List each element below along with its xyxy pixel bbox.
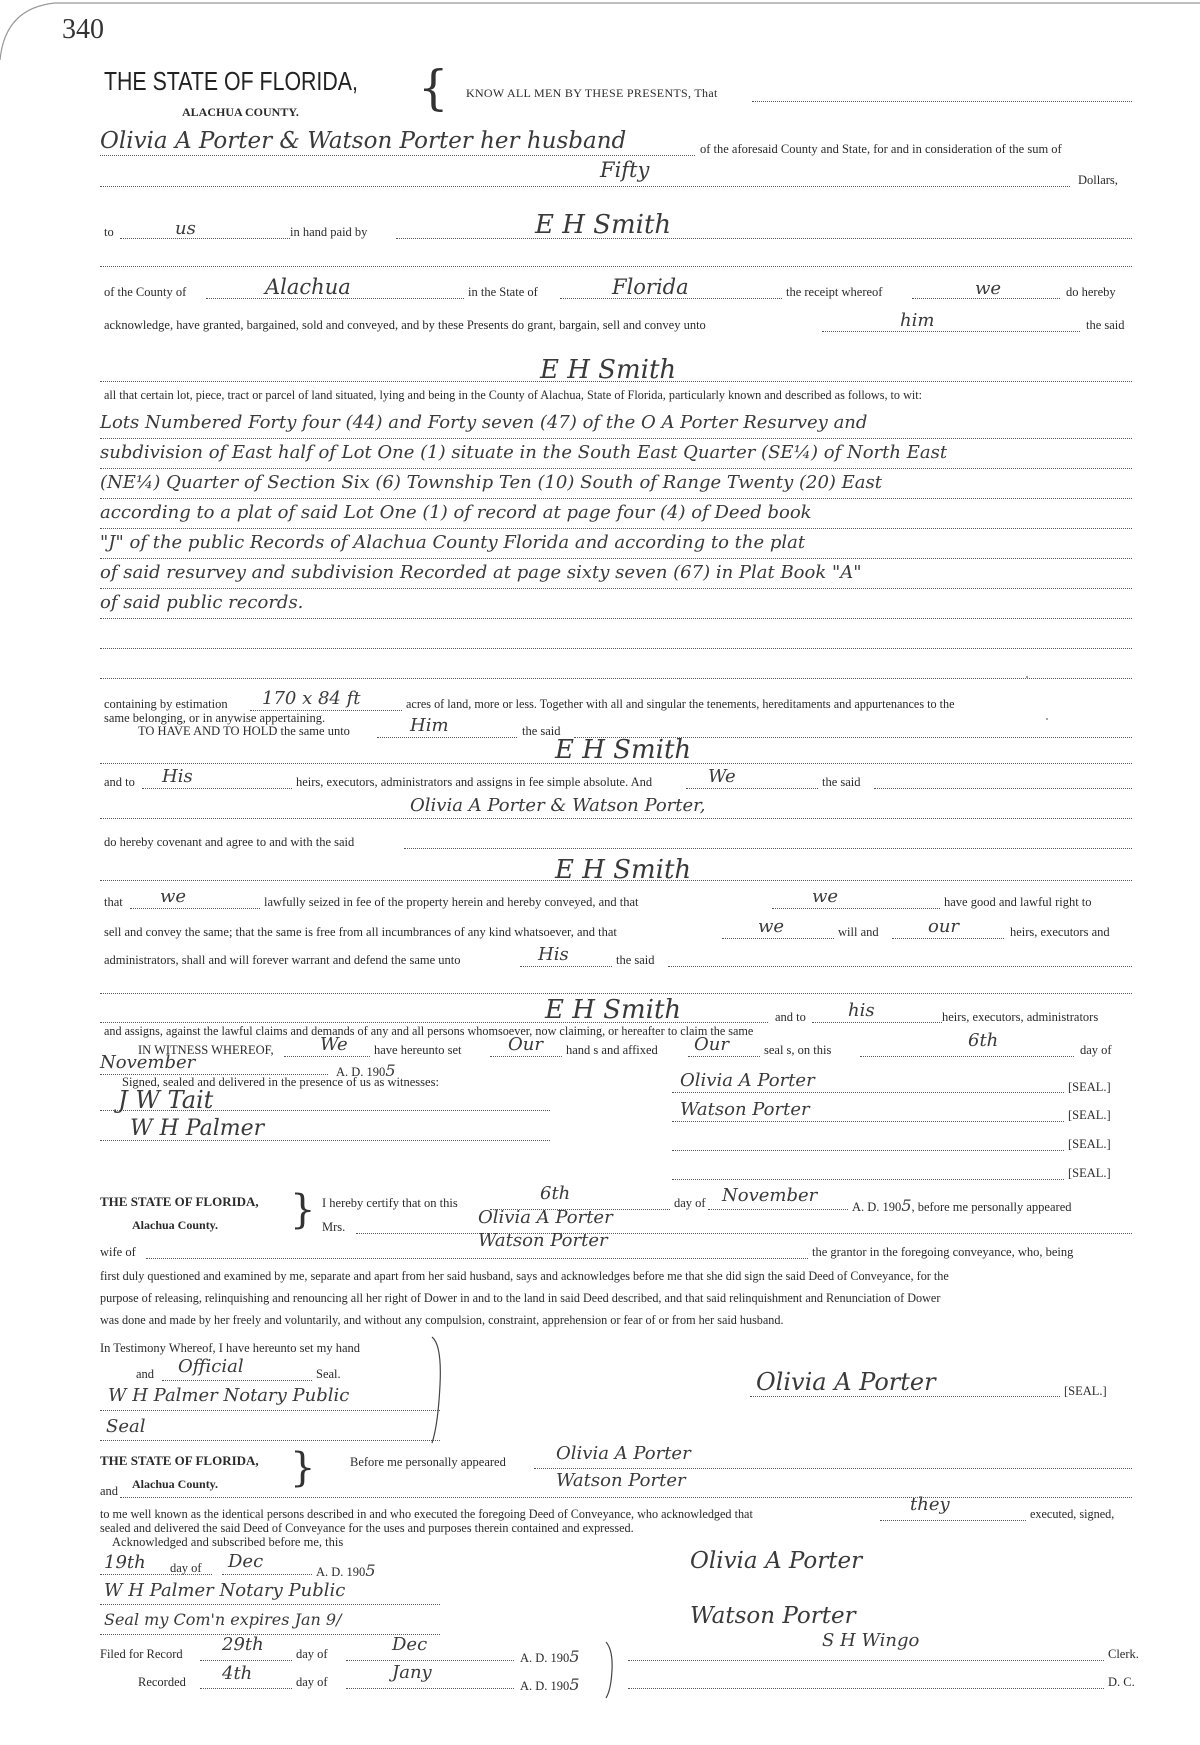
they-handwritten: they (910, 1494, 950, 1515)
dotted-line (120, 1497, 1132, 1498)
sell-line: sell and convey the same; that the same is free from all incumbrances of any kind whatsoever, and that (104, 925, 617, 939)
dotted-line (668, 966, 1132, 967)
sealed-line: sealed and delivered the said Deed of Conveyance for the uses and purposes therein contained and expressed. (100, 1521, 634, 1535)
dotted-line (100, 1440, 440, 1441)
dotted-line (396, 238, 1132, 239)
assigns-line: and assigns, against the lawful claims and demands of any and all persons whomsoever, now claiming, or hereafter to claim the same (104, 1024, 754, 1038)
dotted-line (722, 938, 834, 939)
dotted-line (100, 498, 1132, 499)
dotted-line (812, 1022, 942, 1023)
in-state-label: in the State of (468, 285, 538, 299)
our2-handwritten: Our (508, 1034, 543, 1055)
mrs-label: Mrs. (322, 1220, 346, 1234)
ack-person2-handwritten: Watson Porter (556, 1470, 686, 1491)
dotted-line (100, 528, 1132, 529)
dotted-line (100, 818, 1132, 819)
ack-before-me: Before me personally appeared (350, 1455, 506, 1469)
known-line: to me well known as the identical persons described in and who executed the foregoing Deed of Conveyance, who acknowledged that (100, 1507, 753, 1521)
grantors2-handwritten: Olivia A Porter & Watson Porter, (410, 795, 706, 816)
amount-handwritten: Fifty (600, 158, 650, 182)
dower-certify: I hereby certify that on this (322, 1196, 458, 1210)
dotted-line (750, 1396, 1060, 1397)
grantee3-handwritten: E H Smith (555, 735, 692, 765)
ad-label: A. D. 190 (520, 1679, 570, 1693)
grantee4-handwritten: E H Smith (555, 855, 692, 885)
dotted-line (100, 186, 1070, 187)
dotted-line (100, 1634, 440, 1635)
day-of-label: day of (674, 1196, 706, 1210)
ack-state: THE STATE OF FLORIDA, (100, 1453, 259, 1468)
will-and-label: will and (838, 925, 879, 939)
dotted-line (100, 880, 1132, 881)
his2-handwritten: His (538, 944, 569, 965)
seal-label: [SEAL.] (1068, 1166, 1111, 1180)
state-handwritten: Florida (612, 275, 689, 299)
day-of-label: day of (296, 1647, 328, 1661)
dotted-line (708, 1209, 848, 1210)
to-have-handwritten: Him (410, 715, 449, 736)
seals-on-this-label: seal s, on this (764, 1043, 832, 1057)
paper-speck (1046, 718, 1048, 720)
witness1-handwritten: J W Tait (118, 1086, 214, 1114)
and-to-label: and to (104, 775, 135, 789)
ack-year-handwritten: 5 (365, 1561, 376, 1580)
dotted-line (100, 678, 1132, 679)
acres-line: acres of land, more or less. Together with all and singular the tenements, hereditaments and appurtenances to the (406, 697, 955, 711)
ack-county: Alachua County. (132, 1477, 219, 1491)
description-line: subdivision of East half of Lot One (1) situate in the South East Quarter (SE¼) of North East (100, 442, 948, 463)
sig2-handwritten: Watson Porter (680, 1099, 810, 1120)
dollars-label: Dollars, (1078, 173, 1118, 187)
that-label: that (104, 895, 123, 909)
dc-label: D. C. (1108, 1675, 1135, 1689)
dower-bracket (428, 1335, 448, 1445)
we-handwritten: We (708, 766, 736, 787)
ad-label: A. D. 190 (520, 1651, 570, 1665)
dotted-line (100, 468, 1132, 469)
day-of-label: day of (1080, 1043, 1112, 1057)
deed-heading-state: THE STATE OF FLORIDA, (104, 66, 358, 96)
rec-day-handwritten: 4th (222, 1663, 253, 1684)
signed-sealed-label: Signed, sealed and delivered in the presence of us as witnesses: (122, 1075, 439, 1089)
we3-handwritten: we (812, 886, 839, 907)
lawfully-line: lawfully seized in fee of the property herein and hereby conveyed, and that (264, 895, 639, 909)
dotted-line (100, 1022, 768, 1023)
dower-body-line: was done and made by her freely and voluntarily, and without any compulsion, constraint, apprehension or fear of or from her said husband. (100, 1313, 784, 1327)
receipt-label: the receipt whereof (786, 285, 883, 299)
dotted-line (162, 1380, 312, 1381)
ad-label: A. D. 190 (336, 1065, 386, 1079)
ack-day-handwritten: 19th (104, 1552, 146, 1573)
ack-month-handwritten: Dec (228, 1551, 264, 1572)
ack-seal-handwritten: Seal my Com'n expires Jan 9/ (104, 1610, 342, 1629)
description-line: "J" of the public Records of Alachua County Florida and according to the plat (100, 532, 806, 553)
our3-handwritten: Our (694, 1034, 729, 1055)
dotted-line (146, 1258, 808, 1259)
unto-handwritten: him (900, 310, 935, 331)
witness-we-handwritten: We (320, 1034, 348, 1055)
before-me-label: , before me personally appeared (911, 1200, 1072, 1214)
witness-day-handwritten: 6th (968, 1030, 999, 1051)
the-said-label: the said (616, 953, 655, 967)
year-handwritten: 5 (385, 1061, 396, 1080)
filed-year-handwritten: 5 (569, 1647, 580, 1666)
dotted-line (346, 1660, 514, 1661)
and-label: and (136, 1367, 155, 1381)
dotted-line (100, 381, 1132, 382)
description-line: of said public records. (100, 592, 304, 613)
his-handwritten: His (162, 766, 193, 787)
rec-year-handwritten: 5 (569, 1675, 580, 1694)
grantors-handwritten: Olivia A Porter & Watson Porter her husband (100, 128, 627, 154)
filed-month-handwritten: Dec (392, 1634, 428, 1655)
dower-county: Alachua County. (132, 1218, 219, 1232)
grantee-handwritten: E H Smith (535, 210, 672, 240)
ad-label: A. D. 190 (852, 1200, 902, 1214)
seal-label: [SEAL.] (1068, 1080, 1111, 1094)
dotted-line (284, 1056, 370, 1057)
dotted-line (100, 1604, 440, 1605)
covenant-line: do hereby covenant and agree to and with the said (104, 835, 355, 849)
seal-word: Seal. (316, 1367, 341, 1381)
dotted-line (490, 1056, 562, 1057)
description-line: according to a plat of said Lot One (1) of record at page four (4) of Deed book (100, 502, 812, 523)
dotted-line (200, 1688, 292, 1689)
seal-label: [SEAL.] (1068, 1137, 1111, 1151)
dotted-line (346, 1688, 514, 1689)
dotted-line (672, 1092, 1064, 1093)
grantee5-handwritten: E H Smith (545, 995, 682, 1025)
dotted-line (892, 938, 1004, 939)
executed-signed-label: executed, signed, (1030, 1507, 1115, 1521)
containing-handwritten: 170 x 84 ft (262, 688, 361, 709)
witness-whereof: IN WITNESS WHEREOF, (138, 1043, 274, 1057)
dotted-line (100, 266, 1132, 267)
hands-affixed-label: hand s and affixed (566, 1043, 658, 1057)
dotted-line (100, 588, 1132, 589)
deed-heading-county: ALACHUA COUNTY. (182, 105, 299, 119)
dotted-line (100, 558, 1132, 559)
dotted-line (672, 1179, 1064, 1180)
description-line: of said resurvey and subdivision Recorded at page sixty seven (67) in Plat Book "A" (100, 562, 862, 583)
ad-label: A. D. 190 (316, 1565, 366, 1579)
dower-seal-handwritten: Seal (106, 1416, 146, 1437)
dower-year-handwritten: 5 (901, 1196, 912, 1215)
official-handwritten: Official (178, 1356, 244, 1377)
to-handwritten: us (175, 218, 196, 239)
sig1-handwritten: Olivia A Porter (680, 1070, 815, 1091)
dotted-line (874, 788, 1132, 789)
dotted-line (130, 908, 260, 909)
the-said-label: the said (522, 724, 561, 738)
ack-brace: } (290, 1445, 316, 1491)
dotted-line (356, 1233, 1132, 1234)
paper-speck (1026, 676, 1028, 678)
dotted-line (628, 1688, 1104, 1689)
dotted-line (100, 648, 1132, 649)
husband-handwritten: Watson Porter (478, 1230, 608, 1251)
dotted-line (534, 1468, 1132, 1469)
dotted-line (688, 1056, 760, 1057)
dotted-line (772, 908, 940, 909)
dotted-line (120, 238, 290, 239)
dotted-line (860, 1056, 1074, 1057)
rec-month-handwritten: Jany (392, 1662, 432, 1683)
dower-body-line: first duly questioned and examined by me, separate and apart from her said husband, says and acknowledges before me that she did sign the said Deed of Conveyance, for the (100, 1269, 949, 1283)
dotted-line (880, 1520, 1026, 1521)
filing-bracket (604, 1640, 616, 1700)
dotted-line (142, 788, 292, 789)
dotted-line (752, 101, 1132, 102)
dotted-line (100, 438, 1132, 439)
dotted-line (100, 763, 1132, 764)
seal-label: [SEAL.] (1064, 1384, 1107, 1398)
dotted-line (222, 1574, 312, 1575)
dotted-line (686, 788, 818, 789)
dotted-line (404, 848, 1132, 849)
day-of-label: day of (296, 1675, 328, 1689)
heirs-line: heirs, executors, administrators and assigns in fee simple absolute. And (296, 775, 653, 789)
our-handwritten: our (928, 916, 960, 937)
to-have-label: TO HAVE AND TO HOLD the same unto (138, 724, 350, 738)
dotted-line (100, 155, 695, 156)
the-said-label: the said (822, 775, 861, 789)
containing-label: containing by estimation (104, 697, 228, 711)
dower-day-handwritten: 6th (540, 1183, 571, 1204)
dotted-line (822, 331, 1080, 332)
deed-intro: KNOW ALL MEN BY THESE PRESENTS, That (466, 86, 718, 100)
same-belonging: same belonging, or in anywise appertaining. (104, 711, 326, 725)
we2-handwritten: we (160, 886, 187, 907)
his3-handwritten: his (848, 1000, 875, 1021)
grantee2-handwritten: E H Smith (540, 355, 677, 385)
to-label: to (104, 225, 114, 239)
seal-label: [SEAL.] (1068, 1108, 1111, 1122)
dower-notary-handwritten: W H Palmer Notary Public (108, 1385, 350, 1406)
month-handwritten: November (100, 1052, 196, 1073)
heading-brace: { (418, 60, 449, 116)
and-to-label: and to (775, 1010, 806, 1024)
description-line: Lots Numbered Forty four (44) and Forty seven (47) of the O A Porter Resurvey and (100, 412, 868, 433)
do-hereby-label: do hereby (1066, 285, 1116, 299)
we4-handwritten: we (758, 916, 785, 937)
the-said-label: the said (1086, 318, 1125, 332)
admin-line: administrators, shall and will forever warrant and defend the same unto (104, 953, 461, 967)
good-right-label: have good and lawful right to (944, 895, 1092, 909)
dotted-line (672, 1121, 1064, 1122)
land-line: all that certain lot, piece, tract or parcel of land situated, lying and being in the County of Alachua, State of Florida, particularly known and described as follows, to wit: (104, 388, 923, 402)
dotted-line (100, 993, 1132, 994)
testimony-label: In Testimony Whereof, I have hereunto set my hand (100, 1341, 361, 1355)
clerk-label: Clerk. (1108, 1647, 1139, 1661)
dotted-line (200, 1660, 292, 1661)
dower-sig-handwritten: Olivia A Porter (756, 1368, 936, 1396)
heirs-exec-label: heirs, executors and (1010, 925, 1110, 939)
day-of-label: day of (170, 1561, 202, 1575)
heirs-exec2-label: heirs, executors, administrators (942, 1010, 1099, 1024)
in-hand-paid-label: in hand paid by (290, 225, 368, 239)
and-label: and (100, 1484, 119, 1498)
dotted-line (520, 966, 612, 967)
page-number: 340 (62, 14, 104, 45)
mrs-handwritten: Olivia A Porter (478, 1207, 613, 1228)
filed-label: Filed for Record (100, 1647, 183, 1661)
dower-month-handwritten: November (722, 1185, 818, 1206)
ack-sig1-handwritten: Olivia A Porter (690, 1548, 863, 1574)
dotted-line (377, 737, 517, 738)
ack-sig2-handwritten: Watson Porter (690, 1603, 856, 1629)
dotted-line (672, 1150, 1064, 1151)
acknowledged-label: Acknowledged and subscribed before me, this (112, 1535, 344, 1549)
ack-person1-handwritten: Olivia A Porter (556, 1443, 691, 1464)
dotted-line (100, 618, 1132, 619)
dower-state: THE STATE OF FLORIDA, (100, 1194, 259, 1209)
dotted-line (100, 1410, 440, 1411)
grantor-text: the grantor in the foregoing conveyance, who, being (812, 1245, 1074, 1259)
wife-of-label: wife of (100, 1245, 136, 1259)
recorded-label: Recorded (138, 1675, 186, 1689)
witness2-handwritten: W H Palmer (130, 1116, 265, 1141)
receipt-handwritten: we (975, 278, 1002, 299)
have-hereunto-label: have hereunto set (374, 1043, 462, 1057)
acknowledge-line: acknowledge, have granted, bargained, sold and conveyed, and by these Presents do grant, bargain, sell and convey unto (104, 318, 706, 332)
description-line: (NE¼) Quarter of Section Six (6) Township Ten (10) South of Range Twenty (20) East (100, 472, 882, 493)
dower-body-line: purpose of releasing, relinquishing and renouncing all her right of Dower in and to the land in said Deed described, and that said relinquishment and Renunciation of Dower (100, 1291, 941, 1305)
filed-day-handwritten: 29th (222, 1634, 264, 1655)
county-handwritten: Alachua (265, 275, 351, 299)
clerk-handwritten: S H Wingo (822, 1630, 920, 1651)
of-county-label: of the County of (104, 285, 187, 299)
dotted-line (628, 1660, 1104, 1661)
dower-brace: } (290, 1187, 316, 1233)
ack-notary-handwritten: W H Palmer Notary Public (104, 1580, 346, 1601)
consideration-text: of the aforesaid County and State, for and in consideration of the sum of (700, 142, 1062, 156)
